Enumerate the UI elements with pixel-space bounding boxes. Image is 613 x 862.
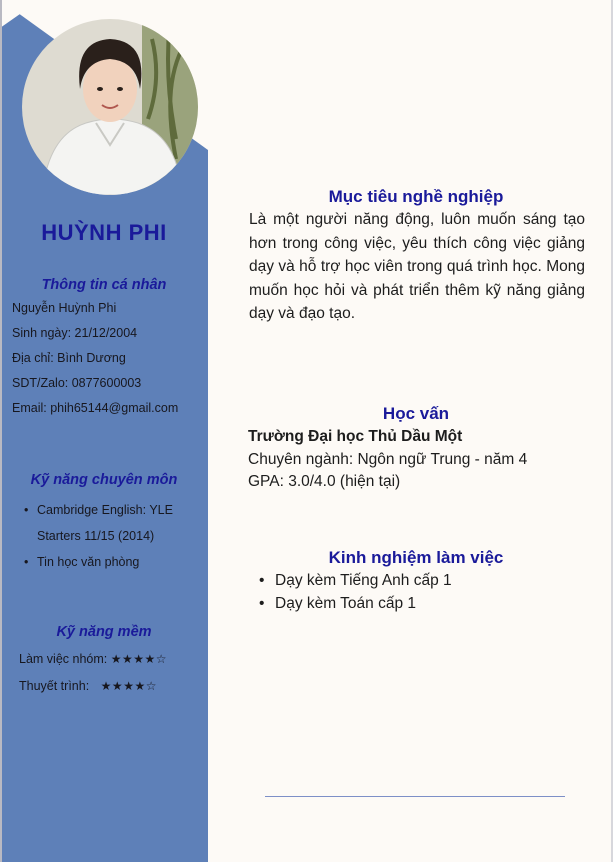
personal-info-heading: Thông tin cá nhân (41, 277, 167, 293)
personal-full-name: Nguyễn Huỳnh Phi (12, 301, 117, 315)
personal-email: Email: phih65144@gmail.com (12, 401, 179, 415)
personal-birthdate: Sinh ngày: 21/12/2004 (12, 326, 138, 340)
education-heading: Học vấn (382, 404, 450, 423)
professional-skills-list (24, 497, 173, 575)
list-item: Starters 11/15 (2014) (37, 529, 155, 543)
soft-skill-teamwork: Làm việc nhóm: ★★★★☆ (19, 652, 168, 666)
personal-phone: SDT/Zalo: 0877600003 (12, 376, 142, 390)
list-item: • Tin học văn phòng (24, 555, 140, 569)
soft-skill-presentation: Thuyết trình: ★★★★☆ (19, 679, 157, 693)
soft-skills-heading: Kỹ năng mềm (56, 624, 152, 640)
personal-address: Địa chỉ: Bình Dương (12, 351, 126, 365)
objective-heading: Mục tiêu nghề nghiệp (328, 187, 504, 206)
footer-divider (265, 796, 565, 797)
education-gpa: GPA: 3.0/4.0 (hiện tại) (248, 473, 401, 490)
list-item: • Dạy kèm Toán cấp 1 (259, 594, 417, 612)
candidate-name: HUỲNH PHI (41, 220, 167, 245)
star-rating-icon: ★★★★☆ (100, 679, 157, 693)
list-item: • Dạy kèm Tiếng Anh cấp 1 (259, 572, 452, 589)
education-major: Chuyên ngành: Ngôn ngữ Trung - năm 4 (248, 451, 528, 468)
objective-text: Là một người năng động, luôn muốn sáng tạo hơn trong công việc, yêu thích công việc giảng dạy và hỗ trợ học viên trong quá trình học. Mong muốn học hỏi và phát triển thêm kỹ năng giảng dạy và đạo tạo. (249, 211, 585, 322)
profile-photo (22, 19, 198, 195)
professional-skills-heading: Kỹ năng chuyên môn (30, 472, 178, 488)
experience-list (259, 570, 452, 615)
list-item: • Cambridge English: YLE (24, 503, 173, 517)
experience-heading: Kinh nghiệm làm việc (328, 548, 504, 567)
education-school: Trường Đại học Thủ Dầu Một (248, 428, 463, 445)
star-rating-icon: ★★★★☆ (110, 652, 168, 666)
